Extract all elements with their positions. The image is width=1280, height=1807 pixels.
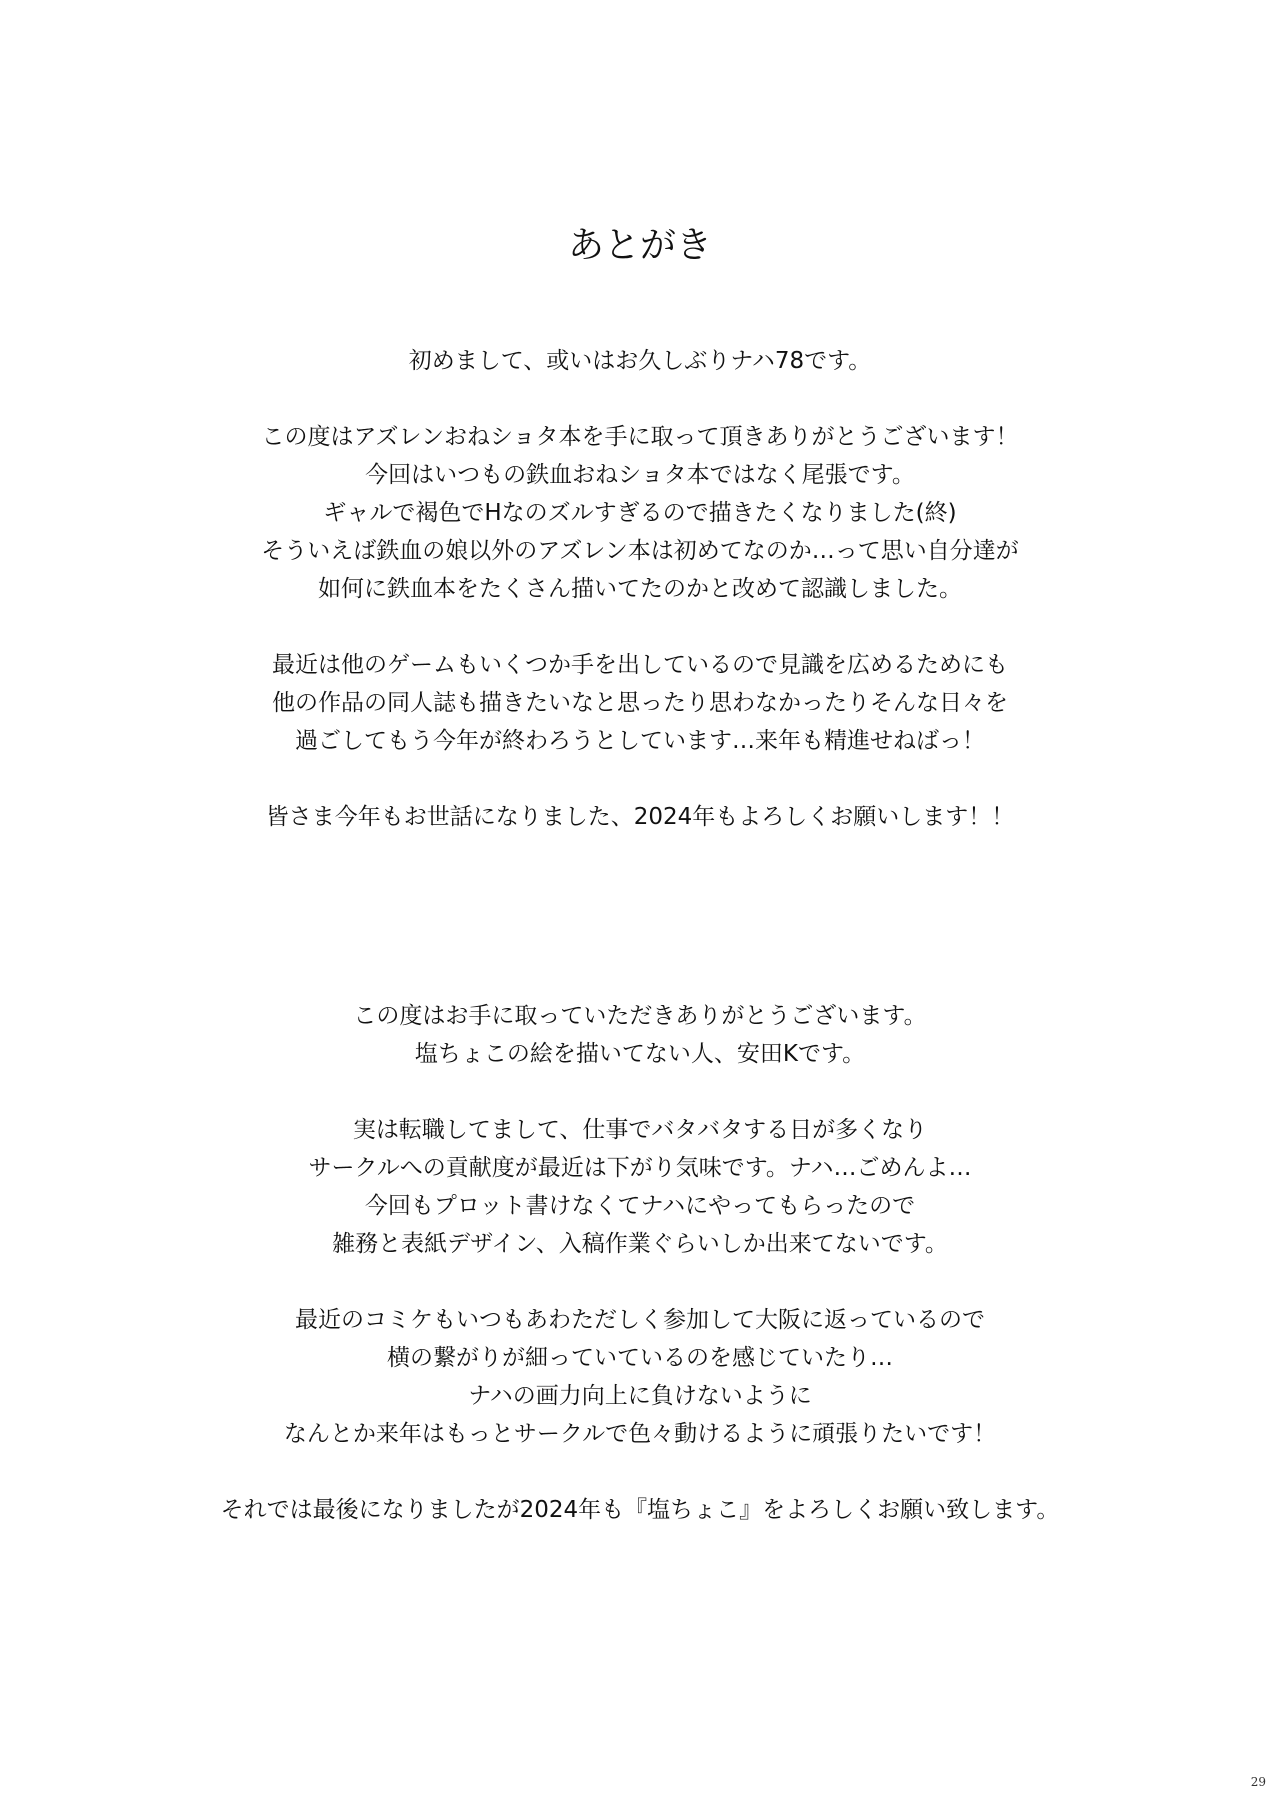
text-line: 他の作品の同人誌も描きたいなと思ったり思わなかったりそんな日々を — [272, 690, 1008, 716]
text-line: ギャルで褐色でHなのズルすぎるので描きたくなりました(終) — [323, 500, 957, 526]
text-line: 初めまして、或いはお久しぶりナハ78です。 — [408, 348, 872, 374]
paragraph — [0, 342, 1280, 380]
text-line: そういえば鉄血の娘以外のアズレン本は初めてなのか…って思い自分達が — [261, 538, 1019, 564]
afterword-section-nahat78 — [0, 342, 1280, 836]
paragraph — [0, 646, 1280, 760]
afterword-section-yasuda-k — [0, 997, 1280, 1529]
page-title: あとがき — [567, 225, 712, 266]
text-line: 実は転職してまして、仕事でバタバタする日が多くなり — [352, 1117, 928, 1143]
paragraph-gap — [0, 1073, 1280, 1111]
text-line: 横の繋がりが細っていているのを感じていたり… — [387, 1345, 893, 1371]
text-line: ナハの画力向上に負けないように — [468, 1383, 812, 1409]
text-line: 今回はいつもの鉄血おねショタ本ではなく尾張です。 — [365, 462, 915, 488]
paragraph-gap — [0, 608, 1280, 646]
text-line: 塩ちょこの絵を描いてない人、安田Kです。 — [414, 1041, 866, 1067]
text-line: 最近は他のゲームもいくつか手を出しているので見識を広めるためにも — [272, 652, 1008, 678]
text-line: 最近のコミケもいつもあわただしく参加して大阪に返っているので — [295, 1307, 985, 1333]
text-line: サークルへの貢献度が最近は下がり気味です。ナハ…ごめんよ… — [308, 1155, 972, 1181]
text-line: この度はお手に取っていただきありがとうございます。 — [353, 1003, 927, 1029]
paragraph — [0, 1301, 1280, 1453]
paragraph-gap — [0, 760, 1280, 798]
paragraph-gap — [0, 380, 1280, 418]
text-line: 今回もプロット書けなくてナハにやってもらったので — [364, 1193, 916, 1219]
text-line: 雑務と表紙デザイン、入稿作業ぐらいしか出来てないです。 — [332, 1231, 948, 1257]
text-line: この度はアズレンおねショタ本を手に取って頂きありがとうございます！ — [261, 424, 1019, 450]
page-number: 29 — [1250, 1775, 1266, 1789]
paragraph — [0, 418, 1280, 608]
text-line: なんとか来年はもっとサークルで色々動けるように頑張りたいです！ — [283, 1421, 997, 1447]
text-line: それでは最後になりましたが2024年も『塩ちょこ』をよろしくお願い致します。 — [220, 1497, 1060, 1523]
paragraph — [0, 1111, 1280, 1263]
text-line: 皆さま今年もお世話になりました、2024年もよろしくお願いします！！ — [265, 804, 1015, 830]
paragraph — [0, 798, 1280, 836]
paragraph-gap — [0, 1453, 1280, 1491]
text-line: 如何に鉄血本をたくさん描いてたのかと改めて認識しました。 — [318, 576, 962, 602]
paragraph — [0, 997, 1280, 1073]
text-line: 過ごしてもう今年が終わろうとしています…来年も精進せねばっ！ — [295, 728, 985, 754]
paragraph-gap — [0, 1263, 1280, 1301]
paragraph — [0, 1491, 1280, 1529]
